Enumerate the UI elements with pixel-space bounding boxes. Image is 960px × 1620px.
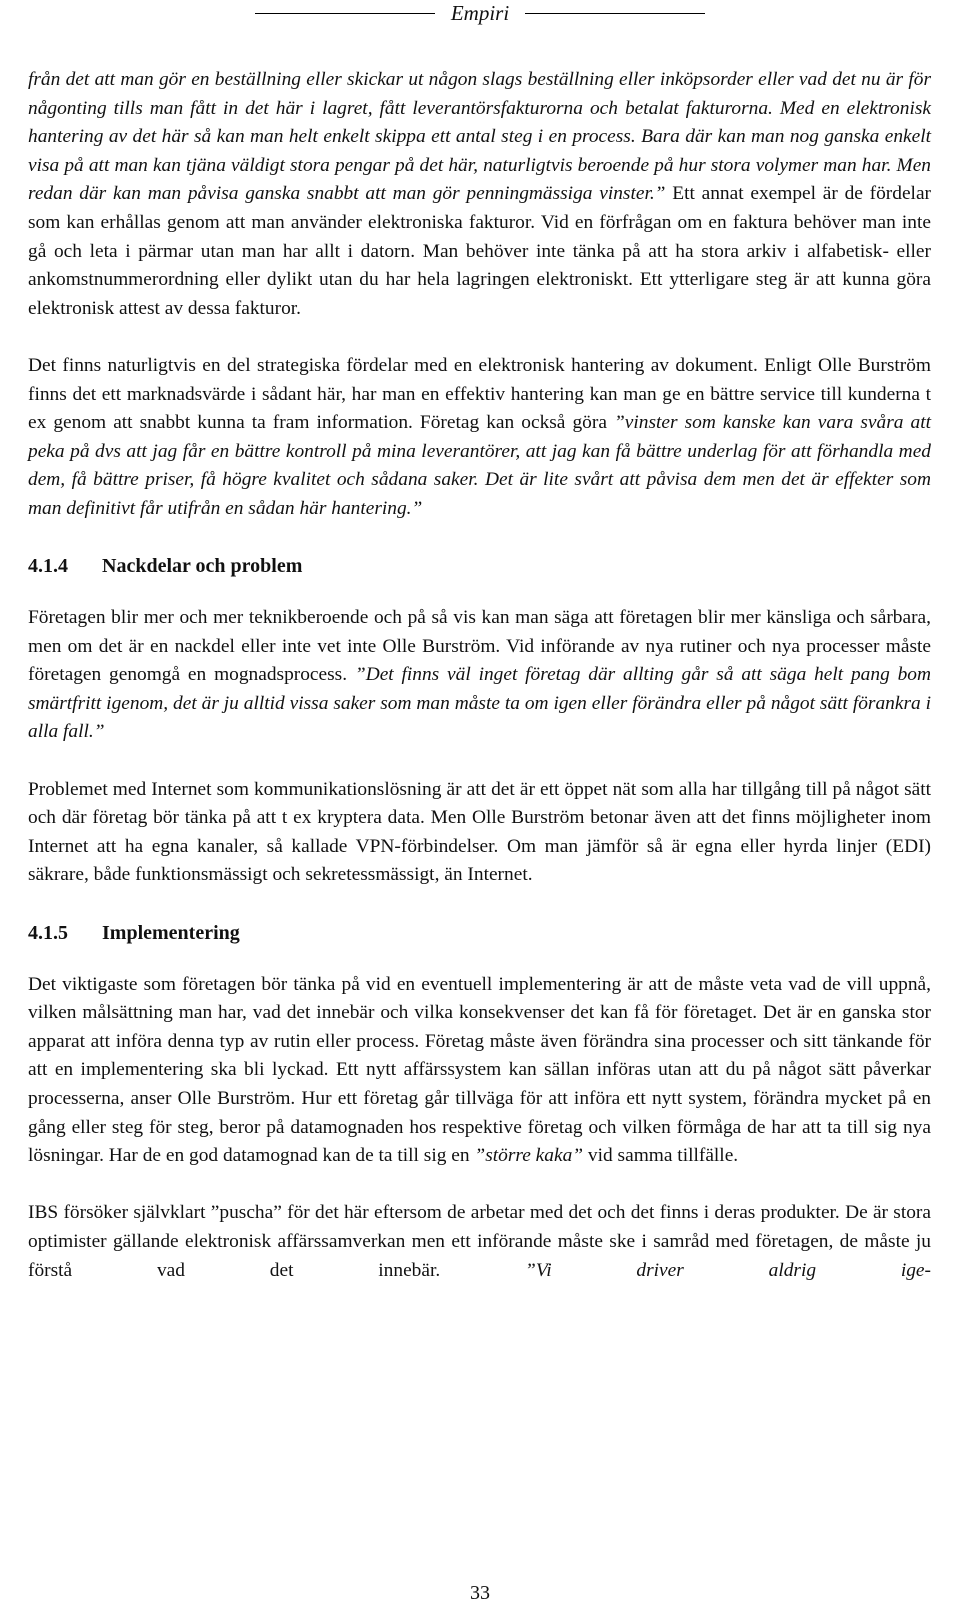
paragraph-text: IBS försöker självklart ”puscha” för det här eftersom de arbetar med det och det finns i deras produkter. De är stora optimister gällande elektronisk affärssamverkan men ett införande måste ske i samråd med företagen, de måste ju förstå vad det innebär. xyxy=(28,1202,931,1281)
header-rule-right xyxy=(525,13,705,14)
quote-text: ”Det finns väl inget företag där allting går så att säga helt pang bom smärtfritt igenom, det är ju alltid vissa saker som man måste ta om igen eller förändra eller på något sätt förankra i alla fall.” xyxy=(28,664,931,743)
paragraph-dependency xyxy=(28,604,931,747)
paragraph-interview-quote xyxy=(28,66,931,323)
paragraph-text: Ett annat exempel är de fördelar som kan erhållas genom att man använder elektroniska fakturor. Vid en förfrågan om en faktura behöver man inte gå och leta i pärmar utan man har allt i datorn. Man behöver inte tänka på att ha stora arkiv i alfabetisk- eller ankomstnummerordning eller dylikt utan du har hela lagringen elektroniskt. Ett ytterligare steg är att kunna göra elektronisk attest av dessa fakturor. xyxy=(28,183,932,319)
section-heading-4-1-5 xyxy=(28,919,931,947)
header-rule-left xyxy=(255,13,435,14)
paragraph-implementation xyxy=(28,971,931,1171)
section-number: 4.1.5 xyxy=(28,921,68,944)
page-body xyxy=(28,66,931,1285)
section-heading-4-1-4 xyxy=(28,552,931,580)
paragraph-internet-problem: Problemet med Internet som kommunikationslösning är att det är ett öppet nät som alla har tillgång till på något sätt och där företag bör tänka på att t ex kryptera data. Men Olle Burström betonar även att det finns möjligheter inom Internet att ha egna kanaler, så kallade VPN-förbindelser. Om man jämför så är egna eller hyrda linjer (EDI) säkrare, både funktionsmässigt och sekretessmässigt, än Internet. xyxy=(28,778,931,886)
paragraph-text: Företagen blir mer och mer teknikberoende och på så vis kan man säga att företagen blir mer känsliga och sårbara, men om det är en nackdel eller inte vet inte Olle Burström. Vid införande av nya rutiner och nya processer måste företagen genomgå en mognadsprocess. xyxy=(28,607,931,686)
paragraph-text: Det finns naturligtvis en del strategiska fördelar med en elektronisk hantering av dokument. Enligt Olle Burström finns det ett marknadsvärde i sådant här, har man en effektiv hantering kan man ge en bättre service till kunderna t ex genom att snabbt kunna ta fram information. Företag kan också göra xyxy=(28,354,931,434)
section-number: 4.1.4 xyxy=(28,555,68,578)
quote-text: ”större kaka” xyxy=(474,1145,584,1167)
paragraph-ibs xyxy=(28,1199,931,1285)
quote-text: ”vinster som kanske kan vara svåra att peka på dvs att jag får en bättre kontroll på mina leverantörer, att jag kan få bättre underlag för att förhandla med dem, få bättre priser, få högre kvalitet och sådana saker. Det är lite svårt att påvisa dem men det är effekter som man definitivt får utifrån en sådan här hantering.” xyxy=(28,412,931,519)
header-title: Empiri xyxy=(450,0,510,25)
paragraph-text: Det viktigaste som företagen bör tänka på vid en eventuell implementering är att de måste veta vad de vill uppnå, vilken målsättning man har, vad det innebär och vilka konsekvenser det kan få för företaget. Det är en ganska stor apparat att införa denna typ av rutin eller process. Företag måste även förändra sina processer och sitt tänkande för att en implementering ska bli lyckad. Ett nytt affärssystem kan sällan införas utan att du på något sätt påverkar processerna, anser Olle Burström. Hur ett företag går tillväga för att införa ett nytt system, förändra mycket på en gång eller steg för steg, beror på datamognaden hos respektive företag och vilken förmåga de har att ta till sig nya lösningar. Har de en god datamognad kan de ta till sig en xyxy=(28,973,931,1167)
quote-text: ”Vi driver aldrig ige- xyxy=(525,1259,931,1281)
paragraph-text: vid samma tillfälle. xyxy=(583,1145,739,1167)
quote-text: från det att man gör en beställning eller skickar ut någon slags beställning eller inköpsorder eller vad det nu är för någonting tills man fått in det här i lagret, fått leverantörsfakturorna och betalat fakturorna. Med en elektronisk hantering av det här så kan man helt enkelt skippa ett antal steg i en process. Bara där kan man nog ganska enkelt visa på att man kan tjäna väldigt stora pengar på det här, naturligtvis beroende på hur stora volymer man har. Men redan där kan man påvisa ganska snabbt att man gör penningmässiga vinster.” xyxy=(28,69,931,205)
page-number: 33 xyxy=(470,1582,490,1604)
section-title: Nackdelar och problem xyxy=(102,555,303,578)
running-header xyxy=(0,0,960,26)
paragraph-strategic-advantages xyxy=(28,352,931,524)
section-title: Implementering xyxy=(102,921,240,944)
